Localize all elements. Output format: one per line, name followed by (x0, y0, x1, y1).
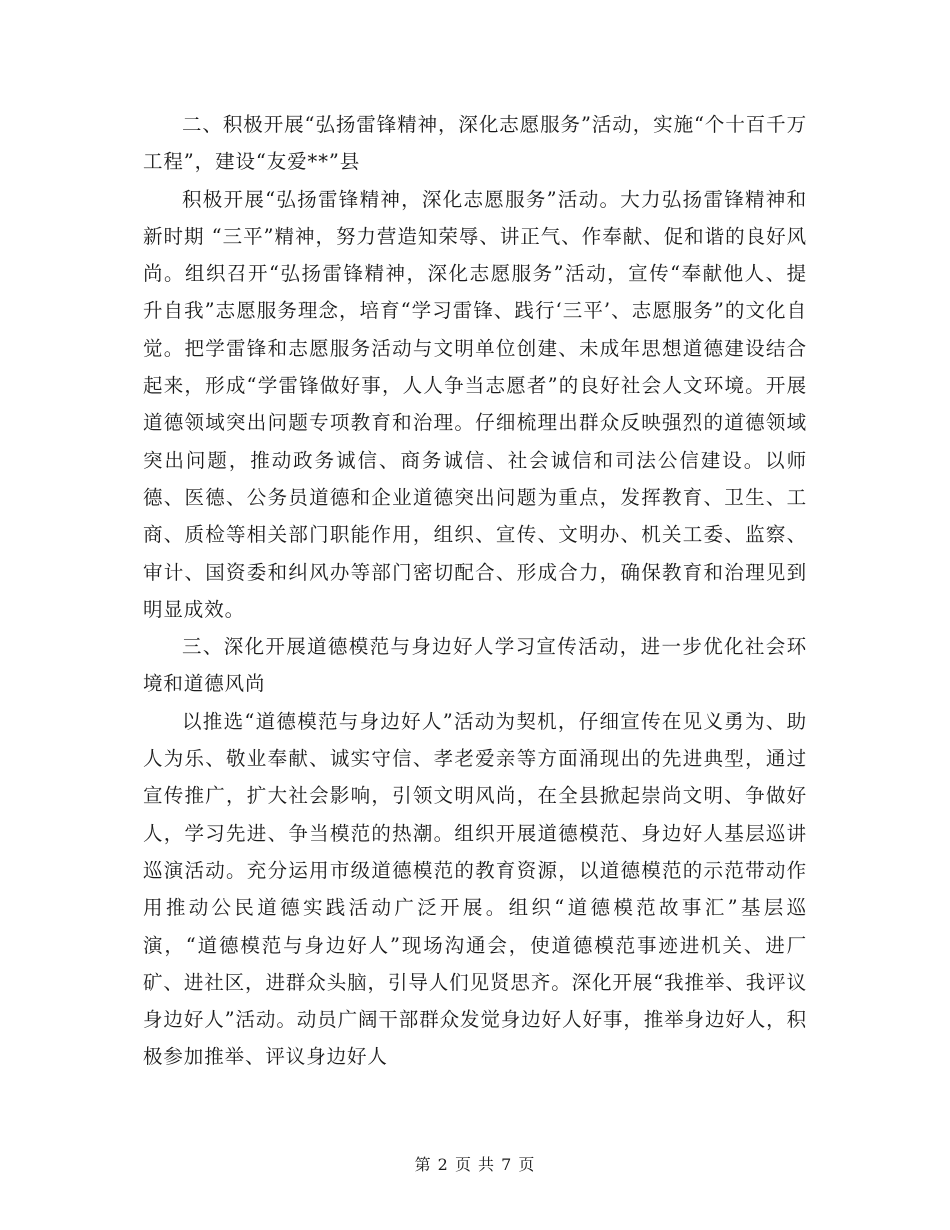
document-body (143, 106, 807, 1076)
section-heading-2: 二、积极开展“弘扬雷锋精神，深化志愿服务”活动，实施“个十百千万工程”，建设“友爱**”县 (143, 113, 807, 174)
page-footer: 第 2 页 共 7 页 (414, 1155, 536, 1174)
body-paragraph: 以推选“道德模范与身边好人”活动为契机，仔细宣传在见义勇为、助人为乐、敬业奉献、诚实守信、孝老爱亲等方面涌现出的先进典型，通过宣传推广，扩大社会影响，引领文明风尚，在全县掀起崇尚文明、争做好人，学习先进、争当模范的热潮。组织开展道德模范、身边好人基层巡讲巡演活动。充分运用市级道德模范的教育资源，以道德模范的示范带动作用推动公民道德实践活动广泛开展。组织“道德模范故事汇”基层巡演，“道德模范与身边好人”现场沟通会，使道德模范事迹进机关、进厂矿、进社区，进群众头脑，引导人们见贤思齐。深化开展“我推举、我评议身边好人”活动。动员广阔干部群众发觉身边好人好事，推举身边好人，积极参加推举、评议身边好人 (143, 709, 807, 1069)
section-heading-3: 三、深化开展道德模范与身边好人学习宣传活动，进一步优化社会环境和道德风尚 (143, 635, 807, 696)
body-paragraph: 积极开展“弘扬雷锋精神，深化志愿服务”活动。大力弘扬雷锋精神和新时期 “三平”精神，努力营造知荣辱、讲正气、作奉献、促和谐的良好风尚。组织召开“弘扬雷锋精神，深化志愿服务”活动，宣传“奉献他人、提升自我”志愿服务理念，培育“学习雷锋、践行‘三平’、志愿服务”的文化自觉。把学雷锋和志愿服务活动与文明单位创建、未成年思想道德建设结合起来，形成“学雷锋做好事，人人争当志愿者”的良好社会人文环境。开展道德领域突出问题专项教育和治理。仔细梳理出群众反映强烈的道德领域突出问题，推动政务诚信、商务诚信、社会诚信和司法公信建设。以师德、医德、公务员道德和企业道德突出问题为重点，发挥教育、卫生、工商、质检等相关部门职能作用，组织、宣传、文明办、机关工委、监察、审计、国资委和纠风办等部门密切配合、形成合力，确保教育和治理见到明显成效。 (143, 187, 807, 621)
